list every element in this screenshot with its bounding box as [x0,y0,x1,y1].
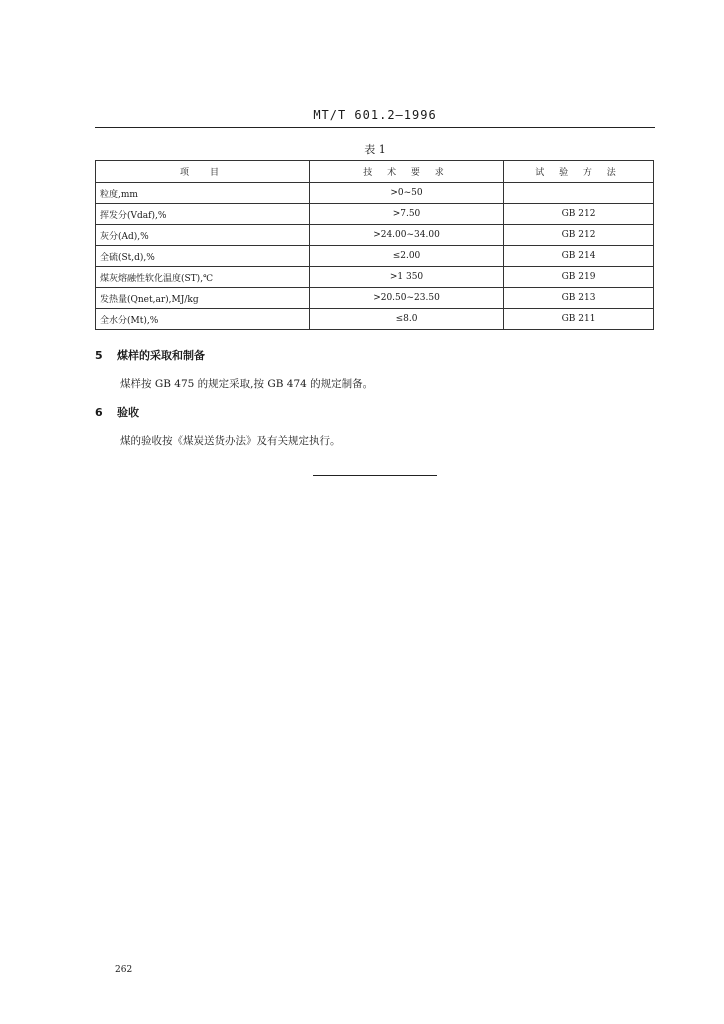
section-paragraph-5: 煤样按 GB 475 的规定采取,按 GB 474 的规定制备。 [120,378,374,390]
table-row [96,183,654,204]
section-number: 5 [95,349,103,362]
section-paragraph-6: 煤的验收按《煤炭送货办法》及有关规定执行。 [120,435,341,447]
cell-method: GB 212 [504,204,654,225]
column-header-requirement: 技 术 要 求 [310,161,504,183]
section-heading-6 [95,404,139,420]
header-rule [95,127,655,128]
cell-method: GB 212 [504,225,654,246]
section-title: 验收 [117,406,139,419]
cell-item: 灰分(Ad),% [96,225,310,246]
column-header-item: 项 目 [96,161,310,183]
cell-method: GB 219 [504,267,654,288]
section-number: 6 [95,406,103,419]
table-caption: 表 1 [364,143,386,156]
cell-item: 挥发分(Vdaf),% [96,204,310,225]
cell-requirement: >20.50~23.50 [310,288,504,309]
table-row [96,288,654,309]
cell-item: 粒度,mm [96,183,310,204]
page-number: 262 [115,965,133,975]
cell-requirement: ≤8.0 [310,309,504,330]
cell-method: GB 211 [504,309,654,330]
cell-method: GB 213 [504,288,654,309]
standard-code-header: MT/T 601.2—1996 [313,108,437,122]
table-row [96,225,654,246]
section-heading-5 [95,347,205,363]
cell-item: 煤灰熔融性软化温度(ST),℃ [96,267,310,288]
table-row [96,267,654,288]
specification-table [95,160,654,330]
table-row [96,309,654,330]
cell-method: GB 214 [504,246,654,267]
section-title: 煤样的采取和制备 [117,349,205,362]
table-row [96,204,654,225]
cell-requirement: >24.00~34.00 [310,225,504,246]
table-row [96,246,654,267]
end-of-document-rule [313,475,437,476]
cell-method [504,183,654,204]
cell-requirement: >0~50 [310,183,504,204]
table-header-row [96,161,654,183]
cell-requirement: >7.50 [310,204,504,225]
column-header-method: 试 验 方 法 [504,161,654,183]
cell-item: 全水分(Mt),% [96,309,310,330]
cell-item: 全硫(St,d),% [96,246,310,267]
cell-item: 发热量(Qnet,ar),MJ/kg [96,288,310,309]
cell-requirement: >1 350 [310,267,504,288]
cell-requirement: ≤2.00 [310,246,504,267]
